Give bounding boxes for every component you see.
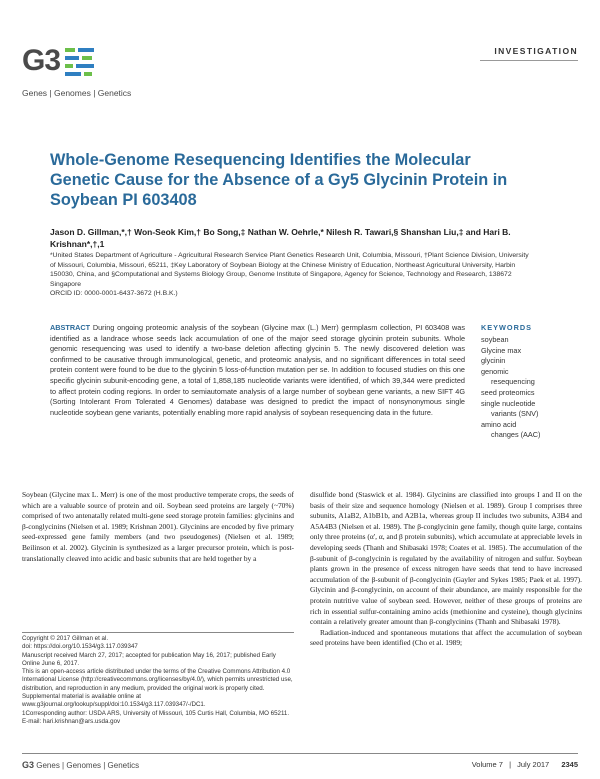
supplemental-note: Supplemental material is available online at www.g3journal.org/lookup/suppl/doi:10.1534/g3.117.039347/-/DC1. xyxy=(22,693,206,709)
keyword-item: glycinin xyxy=(481,356,506,366)
corresponding-author-note: 1Corresponding author: USDA ARS, University of Missouri, 105 Curtis Hall, Columbia, MO 65211. E-mail: hari.krishnan@ars.usda.gov xyxy=(22,709,290,725)
copyright-note: Copyright © 2017 Gillman et al. xyxy=(22,635,109,642)
keyword-item: genomic xyxy=(481,366,509,376)
body-paragraph: Radiation-induced and spontaneous mutations that affect the accumulation of soybean seed proteins have been identified (Cho et al. 1989; xyxy=(310,627,582,648)
keyword-item: seed proteomics xyxy=(481,387,535,397)
journal-logo: G3 xyxy=(22,44,61,77)
article-notes xyxy=(22,635,294,726)
footer-logo xyxy=(22,760,139,770)
footer-citation: Volume 7 | July 2017 2345 xyxy=(471,760,578,769)
keyword-item: Glycine max xyxy=(481,345,522,355)
journal-tagline: Genes | Genomes | Genetics xyxy=(22,88,132,98)
footer-date: July 2017 xyxy=(517,760,550,769)
keyword-item: single nucleotide xyxy=(481,398,536,408)
keyword-item: soybean xyxy=(481,335,509,344)
body-column-right xyxy=(310,490,582,649)
footer-tagline: Genes | Genomes | Genetics xyxy=(36,761,140,770)
keywords-panel xyxy=(481,323,581,441)
section-divider xyxy=(480,60,578,61)
footer-volume: Volume 7 xyxy=(471,760,503,769)
body-paragraph: Soybean (Glycine max L. Merr) is one of the most productive temperate crops, the seeds of which are a valuable source of protein and oil. Soybean seed proteins are largely (~70%) comprised of two antenatally related multi-gene seed storage protein families: glycinins and β-conglycinins (Nielsen et al. 1989; Krishnan 2001). Glycinins are encoded by five primary seed-expressed gene family members (and two pseudogenes) (Nielsen et al. 1989; Beilinson et al. 2002). Glycinin is synthesized as a larger precursor protein, which is post-translationally cleaved into acidic and basic subunits that are held together by a xyxy=(22,490,294,563)
keyword-item: variants (SNV) xyxy=(491,409,539,419)
keyword-item: amino acid xyxy=(481,419,517,429)
article-title: Whole-Genome Resequencing Identifies the Molecular Genetic Cause for the Absence of a Gy5 Glycinin Protein in Soybean PI 603408 xyxy=(50,151,508,209)
orcid: ORCID ID: 0000-0001-6437-3672 (H.B.K.) xyxy=(50,290,178,297)
author-list: Jason D. Gillman,*,† Won-Seok Kim,† Bo Song,‡ Nathan W. Oehrle,* Nilesh R. Tawari,§ Shanshan Liu,‡ and Hari B. Krishnan*,†,1 xyxy=(50,227,511,249)
keywords-header: KEYWORDS xyxy=(481,323,532,332)
footnote-divider xyxy=(22,632,294,633)
doi-link[interactable]: doi: https://doi.org/10.1534/g3.117.039347 xyxy=(22,643,138,651)
affiliation-text: *United States Department of Agriculture - Agricultural Research Service Plant Genetics Research Unit, Columbia, Missouri, †Plant Science Division, University of Missouri, Columbia, Missouri, 65211, ‡Key Laboratory of Soybean Biology at the Chinese Ministry of Education, Northeast Agricultural University, Harbin 150030, China, and §Computational and Systems Biology Group, Genome Institute of Singapore, Agency for Science, Technology and Research, 138672 Singapore xyxy=(50,252,529,288)
footer-logo-mark: G3 xyxy=(22,760,35,770)
abstract-label: ABSTRACT xyxy=(50,323,91,332)
received-note: Manuscript received March 27, 2017; accepted for publication May 16, 2017; published Early Online June 6, 2017. xyxy=(22,651,276,667)
body-column-left xyxy=(22,490,294,564)
affiliations xyxy=(50,251,530,299)
keyword-item: resequencing xyxy=(491,377,535,387)
abstract xyxy=(50,323,465,418)
footer-divider xyxy=(22,753,578,754)
body-paragraph: disulfide bond (Staswick et al. 1984). Glycinins are classified into groups I and II on the basis of their size and sequence homology (Nielsen et al. 1989). Group I comprises three subunits, A1aB2, A1bB1b, and A2B1a, whereas group II includes two subunits, A3B4 and A5A4B3 (Nielsen et al. 1989). The β-conglycinin gene family, though quite large, contains only three proteins (α', α, and β protein subunits), which accumulate at appreciable levels in developing seeds (Thanh and Shibasaki 1978; Coates et al. 1985). The accumulation of the β-subunit of β-conglycinin is regulated by the availability of nitrogen and sulfur. Soybean plants grown in the presence of excess nitrogen have seeds that tend to have increased accumulation of the β-subunit of β-conglycinin (Gayler and Sykes 1985; Paek et al. 1997). Glycinin and β-conglycinin, on account of their abundance, are mainly responsible for the protein nutritive value of soybean seed. However, neither of these groups of proteins are rich in essential sulfur-containing amino acids (methionine and cysteine), though glycinins contain a relatively greater amount than β-conglycinins (Thanh and Shibasaki 1978). xyxy=(310,490,582,627)
page-number: 2345 xyxy=(561,760,578,769)
abstract-text: During ongoing proteomic analysis of the soybean (Glycine max (L.) Merr) germplasm collection, PI 603408 was identified as a landrace whose seeds lack accumulation of one of the major seed storage glycinin protein subunits. Whole genomic resequencing was used to identify a two-base deletion affecting glycinin 5. The newly discovered deletion was confirmed to be causative through immunological, genetic, and proteomic analysis, and no significant differences in total seed protein content were found to be due to the glycinin 5 loss-of-function mutation per se. In addition to focused studies on this one specific glycinin subunit-encoding gene, a total of 1,858,185 nucleotide variants were identified, of which 39,344 were predicted to affect protein coding regions. In order to semiautomate analysis of a large number of soybean gene variants, a new SIFT 4G (Sorting Intolerant From Tolerated 4 Genomes) database was designed to predict the impact of nonsynonymous single nucleotide soybean gene variants, potentially enabling more rapid analysis of soybean resequencing data in the future. xyxy=(50,323,465,417)
section-label: INVESTIGATION xyxy=(494,46,578,56)
logo-bars-icon xyxy=(65,46,115,86)
license-note: This is an open-access article distributed under the terms of the Creative Commons Attribution 4.0 International License (http://creativecommons.org/licenses/by/4.0/), which permits unrestricted use, distribution, and reproduction in any medium, provided the original work is properly cited. xyxy=(22,668,293,692)
keyword-item: changes (AAC) xyxy=(491,430,541,440)
keywords-list xyxy=(481,335,581,441)
